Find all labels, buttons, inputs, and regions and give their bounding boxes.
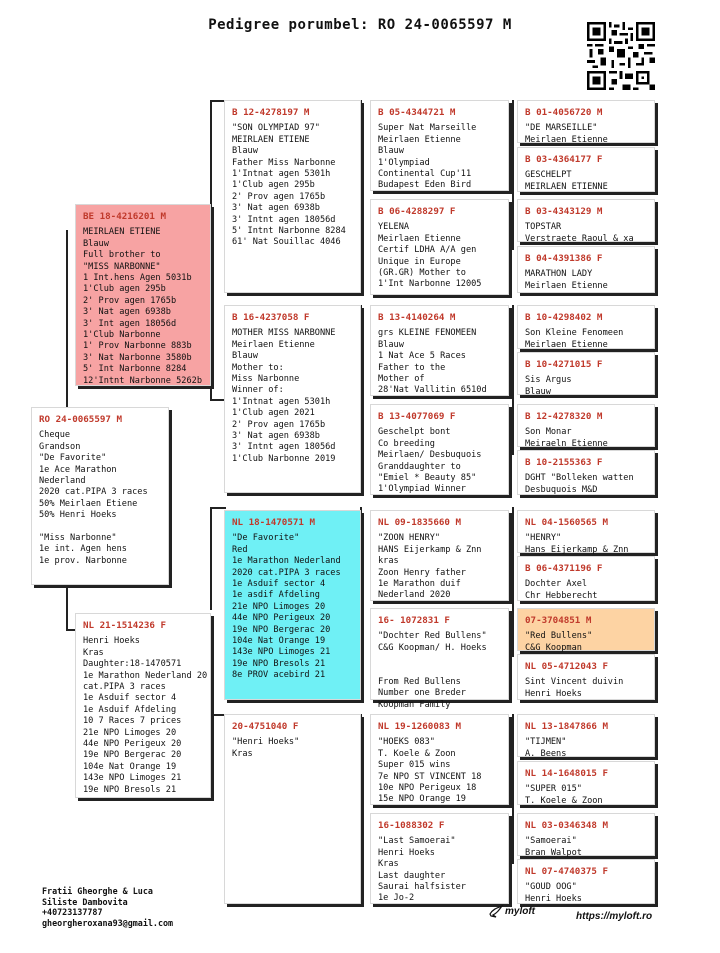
breeder-contact <box>42 886 173 928</box>
pedigree-card-g8[interactable] <box>517 450 655 495</box>
pedigree-line: Henri Hoeks <box>525 688 582 699</box>
connector-line <box>66 230 68 410</box>
pedigree-line: "GOUD OOG" <box>525 882 577 893</box>
pedigree-card-subject[interactable] <box>31 407 169 585</box>
pedigree-card-dds[interactable] <box>370 714 509 805</box>
pedigree-line: T. Koele & Zoon <box>378 748 456 759</box>
pedigree-line: Blauw <box>525 386 551 397</box>
pedigree-line: Mother to: <box>232 362 284 373</box>
pedigree-line: Mother of <box>378 374 425 385</box>
ring-number: B 03-4343129 M <box>525 206 603 217</box>
pedigree-line: Meirlaen Etienne <box>378 134 461 145</box>
pedigree-line: Meirlaen Etienne <box>525 280 608 291</box>
pedigree-line: Zoon Henry father <box>378 567 466 578</box>
pedigree-line: Number one Breder <box>378 688 466 699</box>
pedigree-line: 28'Nat Vallitin 6510d <box>378 385 487 396</box>
pedigree-card-dss[interactable] <box>370 510 509 601</box>
pedigree-card-g9[interactable] <box>517 510 655 553</box>
pedigree-line: Unique in Europe <box>378 256 461 267</box>
pedigree-line: "MISS NARBONNE" <box>83 261 161 272</box>
pedigree-line: 5' Intnt Narbonne 8284 <box>232 226 346 237</box>
pedigree-line: 50% Meirlaen Etiene <box>39 498 138 509</box>
pedigree-line: 1'Club agen 2021 <box>232 408 315 419</box>
pedigree-line: 10 7 Races 7 prices <box>83 716 182 727</box>
pedigree-line: "Dochter Red Bullens" <box>378 631 487 642</box>
pedigree-line: Meirlaen Etienne <box>378 233 461 244</box>
pedigree-line: (GR.GR) Mother to <box>378 268 466 279</box>
breeder-phone[interactable]: +40723137787 <box>42 907 103 918</box>
pedigree-line: MEIRLAEN ETIENE <box>83 227 161 238</box>
pedigree-line: Nederland <box>39 476 86 487</box>
pedigree-line: Kras <box>378 859 399 870</box>
pedigree-line: "ZOON HENRY" <box>378 533 441 544</box>
ring-number: 07-3704851 M <box>525 615 592 626</box>
pedigree-line: 1e Marathon Nederland 20 <box>83 670 208 681</box>
pedigree-line: Hans Eijerkamp & Znn <box>525 544 629 555</box>
pedigree-line: 2' Prov agen 1765b <box>232 191 326 202</box>
pedigree-card-sss[interactable] <box>370 100 509 191</box>
pedigree-line: 19e NPO Bresols 21 <box>232 658 326 669</box>
pedigree-line: Super 015 wins <box>378 760 451 771</box>
pedigree-line: 3' Intnt agen 18056d <box>232 214 336 225</box>
pedigree-line: Blauw <box>378 339 404 350</box>
ring-number: NL 19-1260083 M <box>378 721 461 732</box>
pedigree-line <box>378 654 502 665</box>
pedigree-line: T. Koele & Zoon <box>525 795 603 806</box>
pedigree-line: 21e NPO Limoges 20 <box>232 601 326 612</box>
pedigree-line: 1'Club agen 295b <box>232 180 315 191</box>
pedigree-line: A. Beens <box>525 748 567 759</box>
pedigree-line: Bran Walpot <box>525 847 582 858</box>
pedigree-line: 7e NPO ST VINCENT 18 <box>378 771 482 782</box>
ring-number: NL 07-4740375 F <box>525 866 608 877</box>
ring-number: NL 04-1560565 M <box>525 517 608 528</box>
pedigree-line: 10e NPO Perigeux 18 <box>378 783 477 794</box>
connector-line <box>512 100 514 250</box>
ring-number: B 10-4298402 M <box>525 312 603 323</box>
ring-number: NL 03-0346348 M <box>525 820 608 831</box>
ring-number: NL 21-1514236 F <box>83 620 166 631</box>
pedigree-line: 1e asdif Afdeling <box>232 590 320 601</box>
pedigree-line: 50% Henri Hoeks <box>39 510 117 521</box>
pedigree-line: 1'Club Narbonne <box>83 330 161 341</box>
pedigree-line: Geschelpt bont <box>378 427 451 438</box>
pedigree-line: Henri Hoeks <box>525 893 582 904</box>
pedigree-line: Father to the <box>378 362 446 373</box>
pedigree-card-ssd[interactable] <box>370 199 509 295</box>
pedigree-line: Henri Hoeks <box>378 847 435 858</box>
pedigree-line: "DE MARSEILLE" <box>525 123 598 134</box>
pedigree-line: "Miss Narbonne" <box>39 533 117 544</box>
pedigree-line: Cheque <box>39 430 71 441</box>
connector-line <box>66 585 68 630</box>
pedigree-line: "HENRY" <box>525 533 562 544</box>
pedigree-line: Dochter Axel <box>525 579 588 590</box>
pedigree-card-g13[interactable] <box>517 714 655 757</box>
pedigree-line: 3' Int agen 18056d <box>83 318 177 329</box>
pedigree-line: 1'Int Narbonne 12005 <box>378 279 482 290</box>
connector-line <box>512 305 514 455</box>
pedigree-line: Granddaughter to <box>378 461 461 472</box>
pedigree-line: Meirlaen Etienne <box>525 134 608 145</box>
ring-number: B 04-4391386 F <box>525 253 603 264</box>
ring-number: B 10-4271015 F <box>525 359 603 370</box>
pedigree-line: Winner of: <box>232 385 284 396</box>
pedigree-line: grs KLEINE FENOMEEN <box>378 328 477 339</box>
ring-number: B 03-4364177 F <box>525 154 603 165</box>
pedigree-line: 104e Nat Orange 19 <box>232 636 326 647</box>
pedigree-line: MEIRLAEN ETIENNE <box>525 181 608 192</box>
pedigree-card-g10[interactable] <box>517 556 655 601</box>
pedigree-card-g16[interactable] <box>517 859 655 904</box>
ring-number: B 12-4278197 M <box>232 107 310 118</box>
connector-line <box>512 714 514 864</box>
qr-code <box>587 22 655 90</box>
pedigree-line: "Emiel * Beauty 85" <box>378 473 477 484</box>
pedigree-line: MEIRLAEN ETIENE <box>232 134 310 145</box>
pedigree-line: Kras <box>232 748 253 759</box>
pedigree-card-sire-dam[interactable] <box>224 305 361 493</box>
pedigree-line: GESCHELPT <box>525 170 572 181</box>
pedigree-line: Blauw <box>232 351 258 362</box>
pedigree-line <box>39 522 162 533</box>
pedigree-card-dam[interactable] <box>75 613 211 798</box>
pedigree-line: Chr Hebberecht <box>525 590 598 601</box>
pedigree-card-g2[interactable] <box>517 147 655 192</box>
pedigree-line: Budapest Eden Bird <box>378 180 472 191</box>
page-title: Pedigree porumbel: RO 24-0065597 M <box>208 17 512 33</box>
pedigree-line: 1'Intnat agen 5301h <box>232 396 331 407</box>
pedigree-line: Grandson <box>39 441 81 452</box>
pedigree-line: 19e NPO Bergerac 20 <box>232 624 331 635</box>
connector-line <box>512 507 514 657</box>
pedigree-line: 1'Olympiad <box>378 157 430 168</box>
pedigree-card-g5[interactable] <box>517 305 655 349</box>
pedigree-line: Meirlaen Etienne <box>525 339 608 350</box>
pedigree-line: 1e Marathon duif <box>378 579 461 590</box>
pedigree-line: "Red Bullens" <box>525 631 593 642</box>
pedigree-line: 143e NPO Limoges 21 <box>232 647 331 658</box>
pedigree-line: 1'Club Narbonne 2019 <box>232 453 336 464</box>
ring-number: BE 18-4216201 M <box>83 211 166 222</box>
ring-number: B 13-4140264 M <box>378 312 456 323</box>
pedigree-line: 44e NPO Perigeux 20 <box>232 613 331 624</box>
pedigree-line: 2' Prov agen 1765b <box>232 419 326 430</box>
pedigree-line: Son Kleine Fenomeen <box>525 328 624 339</box>
connector-line <box>210 385 212 400</box>
pedigree-line: 19e NPO Bresols 21 <box>83 784 177 795</box>
pedigree-line <box>378 666 502 677</box>
brand-logo: myloft <box>505 906 535 917</box>
pedigree-line: 3' Nat agen 6938b <box>232 203 320 214</box>
pedigree-line: Miss Narbonne <box>232 374 300 385</box>
pedigree-line: 44e NPO Perigeux 20 <box>83 739 182 750</box>
ring-number: 20-4751040 F <box>232 721 299 732</box>
pedigree-card-g6[interactable] <box>517 352 655 395</box>
pedigree-line: 2020 cat.PIPA 3 races <box>39 487 148 498</box>
pedigree-line: "SUPER 015" <box>525 784 582 795</box>
ring-number: B 06-4371196 F <box>525 563 603 574</box>
pedigree-line: 15e NPO Orange 19 <box>378 794 466 805</box>
pedigree-line: Daughter:18-1470571 <box>83 659 182 670</box>
pedigree-line: cat.PIPA 3 races <box>83 682 166 693</box>
pedigree-line: 3' Nat Narbonne 3580b <box>83 352 192 363</box>
pedigree-card-g1[interactable] <box>517 100 655 143</box>
breeder-location: Siliste Dambovita <box>42 896 128 907</box>
brand-url[interactable]: https://myloft.ro <box>576 911 653 922</box>
pedigree-line: 1e Ace Marathon <box>39 464 117 475</box>
pedigree-card-dsd[interactable] <box>370 608 509 710</box>
pedigree-line: 1e Marathon Nederland <box>232 556 341 567</box>
pedigree-line: 61' Nat Souillac 4046 <box>232 237 341 248</box>
pedigree-line: MARATHON LADY <box>525 269 593 280</box>
pedigree-line: Meirlaen Etienne <box>232 339 315 350</box>
pedigree-line: Saurai halfsister <box>378 882 466 893</box>
pedigree-line: 1e Jo-2 <box>378 893 415 904</box>
pedigree-line: "TIJMEN" <box>525 737 567 748</box>
pedigree-line: 143e NPO Limoges 21 <box>83 773 182 784</box>
pedigree-line: "Henri Hoeks" <box>232 737 300 748</box>
pedigree-line: HANS Eijerkamp & Znn <box>378 544 482 555</box>
pedigree-card-g14[interactable] <box>517 761 655 805</box>
pedigree-line: 1e Asduif Afdeling <box>83 704 177 715</box>
pedigree-card-ddd[interactable] <box>370 813 509 904</box>
pedigree-line: Full brother to <box>83 250 161 261</box>
pedigree-line: DGHT "Bolleken watten <box>525 473 634 484</box>
pedigree-line: Father Miss Narbonne <box>232 157 336 168</box>
ring-number: B 01-4056720 M <box>525 107 603 118</box>
pedigree-line: Son Monar <box>525 427 572 438</box>
pedigree-line: 1 Int.hens Agen 5031b <box>83 273 192 284</box>
pedigree-line: Desbuquois M&D <box>525 484 598 495</box>
pedigree-line: 3' Intnt agen 18056d <box>232 442 336 453</box>
pedigree-line: 12'Intnt Narbonne 5262b <box>83 375 202 386</box>
pedigree-line: 1' Prov Narbonne 883b <box>83 341 192 352</box>
pedigree-line: 3' Nat agen 6938b <box>232 431 320 442</box>
pedigree-line: 5' Int Narbonne 8284 <box>83 364 187 375</box>
pedigree-line: Super Nat Marseille <box>378 123 477 134</box>
pedigree-line: YELENA <box>378 222 410 233</box>
ring-number: B 05-4344721 M <box>378 107 456 118</box>
pedigree-line: 1e prov. Narbonne <box>39 555 127 566</box>
ring-number: NL 18-1470571 M <box>232 517 315 528</box>
pedigree-card-g7[interactable] <box>517 404 655 447</box>
pedigree-card-sire[interactable] <box>75 204 211 386</box>
pedigree-line: kras <box>378 556 399 567</box>
pedigree-line: 19e NPO Bergerac 20 <box>83 750 182 761</box>
ring-number: NL 13-1847866 M <box>525 721 608 732</box>
pedigree-line: "Samoerai" <box>525 836 577 847</box>
pedigree-line: Sint Vincent duivin <box>525 677 624 688</box>
pedigree-line: 2' Prov agen 1765b <box>83 295 177 306</box>
pedigree-card-dam-dam[interactable] <box>224 714 361 904</box>
ring-number: B 06-4288297 F <box>378 206 456 217</box>
pedigree-card-g12[interactable] <box>517 654 655 700</box>
pedigree-line: TOPSTAR <box>525 222 562 233</box>
pedigree-card-sds[interactable] <box>370 305 509 396</box>
ring-number: 16- 1072831 F <box>378 615 450 626</box>
pedigree-card-g4[interactable] <box>517 246 655 293</box>
ring-number: B 16-4237058 F <box>232 312 310 323</box>
ring-number: B 12-4278320 M <box>525 411 603 422</box>
breeder-name: Fratii Gheorghe & Luca <box>42 886 153 896</box>
pedigree-line: Nederland 2020 <box>378 590 451 601</box>
pedigree-line: Last daughter <box>378 870 446 881</box>
ring-number: 16-1088302 F <box>378 820 445 831</box>
pedigree-line: Blauw <box>378 146 404 157</box>
connector-line <box>210 507 226 509</box>
pedigree-line: Co breeding <box>378 438 435 449</box>
ring-number: B 10-2155363 F <box>525 457 603 468</box>
pedigree-line: 1'Intnat agen 5301h <box>232 169 331 180</box>
pedigree-line: Meiraeln Etienne <box>525 438 608 449</box>
pedigree-line: Meirlaen/ Desbuquois <box>378 450 482 461</box>
bird-logo-icon <box>488 903 504 919</box>
ring-number: NL 05-4712043 F <box>525 661 608 672</box>
pedigree-line: 104e Nat Orange 19 <box>83 761 177 772</box>
pedigree-line: Henri Hoeks <box>83 636 140 647</box>
connector-line <box>210 100 212 220</box>
pedigree-line: Verstraete Raoul & xa <box>525 233 634 244</box>
pedigree-line: 1'Olympiad Winner <box>378 484 466 495</box>
pedigree-card-g3[interactable] <box>517 199 655 242</box>
pedigree-line: "De Favorite" <box>39 453 107 464</box>
pedigree-card-g11[interactable] <box>517 608 655 651</box>
pedigree-line: 8e PROV acebird 21 <box>232 670 326 681</box>
ring-number: NL 09-1835660 M <box>378 517 461 528</box>
pedigree-line: 3' Nat agen 6938b <box>83 307 171 318</box>
pedigree-line: 1'Club agen 295b <box>83 284 166 295</box>
pedigree-line: 1e Asduif sector 4 <box>232 579 326 590</box>
pedigree-line: 1e int. Agen hens <box>39 544 127 555</box>
pedigree-line: "HOEKS 083" <box>378 737 435 748</box>
ring-number: RO 24-0065597 M <box>39 414 122 425</box>
ring-number: NL 14-1648015 F <box>525 768 608 779</box>
pedigree-line: Koopman Family <box>378 699 451 710</box>
pedigree-line: Kras <box>83 647 104 658</box>
breeder-email[interactable]: gheorgheroxana93@gmail.com <box>42 917 174 928</box>
connector-line <box>210 507 212 610</box>
pedigree-line: "SON OLYMPIAD 97" <box>232 123 320 134</box>
pedigree-line: Continental Cup'11 <box>378 169 472 180</box>
pedigree-card-g15[interactable] <box>517 813 655 856</box>
pedigree-card-sire-sire[interactable] <box>224 100 361 293</box>
pedigree-line: C&G Koopman <box>525 642 582 653</box>
pedigree-line: "Last Samoerai" <box>378 836 456 847</box>
pedigree-line: 1e Asduif sector 4 <box>83 693 177 704</box>
pedigree-card-sdd[interactable] <box>370 404 509 495</box>
pedigree-line: From Red Bullens <box>378 677 461 688</box>
pedigree-line: MOTHER MISS NARBONNE <box>232 328 336 339</box>
ring-number: B 13-4077069 F <box>378 411 456 422</box>
pedigree-line: 1 Nat Ace 5 Races <box>378 351 466 362</box>
pedigree-line: Sis Argus <box>525 375 572 386</box>
pedigree-line: C&G Koopman/ H. Hoeks <box>378 642 487 653</box>
pedigree-card-dam-sire[interactable] <box>224 510 361 700</box>
pedigree-line: Red <box>232 544 248 555</box>
pedigree-line: Blauw <box>83 238 109 249</box>
pedigree-line: "De Favorite" <box>232 533 300 544</box>
pedigree-line: 2020 cat.PIPA 3 races <box>232 567 341 578</box>
pedigree-line: Certif LDHA A/A gen <box>378 245 477 256</box>
pedigree-line: Blauw <box>232 146 258 157</box>
pedigree-line: 21e NPO Limoges 20 <box>83 727 177 738</box>
